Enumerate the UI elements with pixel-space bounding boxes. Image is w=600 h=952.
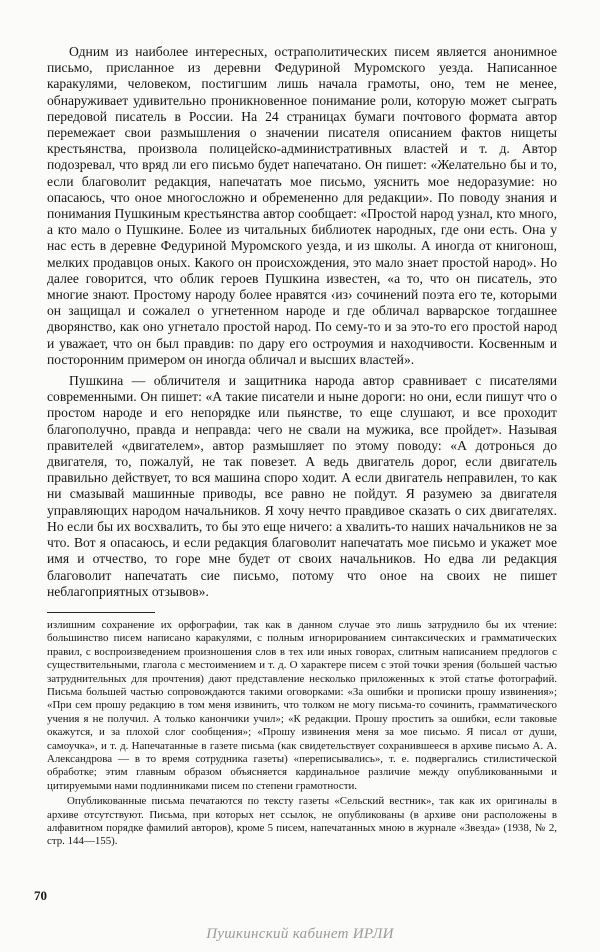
footnote-divider xyxy=(47,612,155,613)
body-paragraph-1: Одним из наиболее интересных, остраполитических писем является анонимное письмо, присланное из деревни Федуриной Муромского уезда. Написанное каракулями, человеком, постигшим лишь начала грамоты, оно, тем не менее, обнаруживает удивительно проникновенное понимание роли, которую может сыграть передовой писатель в России. На 24 страницах бумаги почтового формата автор перемежает свои размышления о значении писателя описанием фактов нищеты крестьянства, произвола полицейско-административных властей и т. д. Автор подозревал, что вряд ли его письмо будет напечатано. Он пишет: «Желательно бы и то, если благоволит редакция, напечатать мое письмо, уяснить мое недоразумие: но опасаюсь, что оное многосложно и обремененно для редакции». По поводу знания и понимания Пушкиным крестьянства автор сообщает: «Простой народ узнал, кто много, а кто мало о Пушкине. Более из читальных библиотек народных, где они есть. Она у нас есть в деревне Федуриной Муромского уезда, и из школы. А иногда от книгонош, мелких продавцов оных. Какого он происхождения, это мало знает простой народ». Но далее говорится, что облик героев Пушкина известен, «а то, что он писатель, это многие знают. Простому народу более нравятся ‹из› сочинений поэта его те, которыми он защищал и сожалел о угнетенном народе и где обличал варварское тогдашнее дворянство, как оно угнетало простой народ. По сему-то и за это-то его простой народ и уважает, что он был правдив: по дару его остроумия и находчивости. Косвенным и посторонним примером он иногда обличал и высших властей». xyxy=(47,44,557,367)
library-watermark: Пушкинский кабинет ИРЛИ xyxy=(206,926,394,942)
footnote-sources: Опубликованные письма печатаются по тексту газеты «Сельский вестник», так как их оригиналы в архиве отсутствуют. Письма, при которых нет ссылок, не опубликованы (в архиве они расположены в алфавитном порядке фамилий авторов), кроме 5 писем, напечатанных мною в журнале «Звезда» (1938, № 2, стр. 144—155). xyxy=(47,795,557,848)
body-paragraph-2: Пушкина — обличителя и защитника народа автор сравнивает с писателями современными. Он пишет: «А такие писатели и ныне дороги: но они, если пишут что о простом народе и его непорядке или пьянстве, то еще слушают, и все проходит благополучно, правда и неправда: чего не свали на мужика, все пройдет». Называя правителей «двигателем», автор размышляет по этому поводу: «А дотронься до двигателя, то, пожалуй, не так повезет. А ведь двигатель дорог, если двигатель правильно действует, то вся машина споро ходит. А если двигатель неправилен, то как ни смазывай машинные приводы, все равно не пойдут. Я разумею за двигателя управляющих народом начальников. Я хочу нечто правдивое сказать о сих двигателях. Но если бы их восхвалить, то бы это еще ничего: а хвалить-то наших начальников не за что. Вот я опасаюсь, и если редакция благоволит напечатать мое письмо и укажет мое имя и отчество, то горе мне будет от своих начальников. Но едва ли редакция благоволит напечатать сие письмо, потому что оное на своих не пишет неблагоприятных отзывов». xyxy=(47,373,557,599)
page-body xyxy=(47,44,557,849)
footnote-continued: излишним сохранение их орфографии, так как в данном случае это лишь затруднило бы их чтение: большинство писем написано каракулями, с полным игнорированием синтаксических и грамматических правил, с воспроизведением произношения слов в тех или иных говорах, слитным написанием предлогов с существительными, глагола с местоимением и т. д. О характере писем с этой точки зрения (большей частью затруднительных для прочтения) дают представление несколько приложенных к этой статье фотографий. Письма большей частью сопровождаются такими оговорками: «За ошибки и прописки прошу извинения»; «При сем прошу редакцию в том меня извинить, что толком не могу письма-то сочинить, грамматического учения я не получил. А только канончики учил»; «К редакции. Прошу простить за ошибки, если таковые окажутся, и за плохой слог сообщения»; «Прошу извинения меня за мое письмо. Я писал от души, самоучка», и т. д. Напечатанные в газете письма (как свидетельствует сохранившееся в архиве письмо А. А. Александрова — в то время сотрудника газеты) «переписывались», т. е. подвергались стилистической обработке; этим главным образом объясняется кардинальное различие между опубликованными и цитируемыми нами подлинниками писем по степени грамотности. xyxy=(47,618,557,792)
page-number: 70 xyxy=(34,888,47,903)
